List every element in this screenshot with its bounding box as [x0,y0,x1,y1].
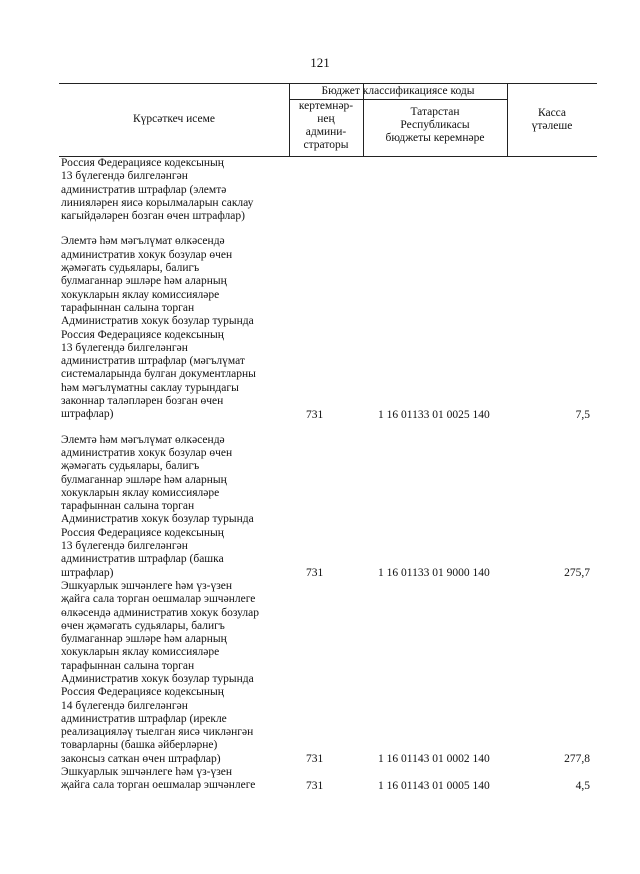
row-amount: 7,5 [575,408,590,421]
table-row [61,235,601,421]
table-row [61,766,601,793]
row-amount: 275,7 [564,566,590,579]
row-name: Россия Федерациясе кодексының 13 бүлегендә билгеләнгән административ штрафлар (элемтә линияләрен яисә корылмаларын саклау кагыйдәләрен бозган өчен штрафлар) [61,157,254,223]
row-budget-code: 1 16 01133 01 9000 140 [378,566,490,579]
table-body [61,157,601,793]
table-row [61,434,601,580]
table-row [61,580,601,766]
row-name: Эшкуарлык эшчәнлеге һәм үз-үзен җайга сала торган оешмалар эшчәнлеге өлкәсендә административ хокук бозулар өчен җәмәгать судьялары, балигъ булмаганнар эшләре һәм аларның хокукларын яклау комиссияләре тарафыннан салына торган Административ хокук бозулар турында Россия Федерациясе кодексының 14 бүлегендә билгеләнгән административ штрафлар (ирекле реализацияләү тыелган яисә чикләнгән товарларны (башка әйберләрне) законсыз саткан өчен штрафлар) [61,579,259,765]
row-admin-code: 731 [306,566,324,579]
row-admin-code: 731 [306,779,324,792]
row-admin-code: 731 [306,753,324,766]
row-amount: 277,8 [564,753,590,766]
table-header [59,83,597,157]
row-amount: 4,5 [575,779,590,792]
header-cash-col: Касса үтәлеше [531,107,573,132]
header-admin-col: кертемнәр- нең админи- страторы [298,100,354,151]
row-budget-code: 1 16 01143 01 0005 140 [378,779,490,792]
table-row [61,157,601,223]
row-name: Эшкуарлык эшчәнлеге һәм үз-үзен җайга сала торган оешмалар эшчәнлеге [61,766,256,792]
row-budget-code: 1 16 01143 01 0002 140 [378,753,490,766]
page-number: 121 [310,55,330,70]
header-indicator-name: Күрсәткеч исеме [132,113,216,125]
header-budget-code-group: Бюджет классификациясе коды [321,85,475,97]
row-name: Элемтә һәм мәгълүмат өлкәсендә административ хокук бозулар өчен җәмәгать судьялары, балигъ булмаганнар эшләре һәм аларның хокукларын яклау комиссияләре тарафыннан салына торган Административ хокук бозулар турында Россия Федерациясе кодексының 13 бүлегендә билгеләнгән административ штрафлар (башка штрафлар) [61,433,254,579]
row-budget-code: 1 16 01133 01 0025 140 [378,408,490,421]
header-revenue-col: Татарстан Республикасы бюджеты керемнәре [385,106,485,144]
row-admin-code: 731 [306,408,324,421]
row-name: Элемтә һәм мәгълүмат өлкәсендә административ хокук бозулар өчен җәмәгать судьялары, балигъ булмаганнар эшләре һәм аларның хокукларын яклау комиссияләре тарафыннан салына торган Административ хокук бозулар турында Россия Федерациясе кодексының 13 бүлегендә билгеләнгән административ штрафлар (мәгълүмат системаларында булган документларны һәм мәгълүматны саклау турындагы законнар таләпләрен бозган өчен штрафлар) [61,235,256,421]
